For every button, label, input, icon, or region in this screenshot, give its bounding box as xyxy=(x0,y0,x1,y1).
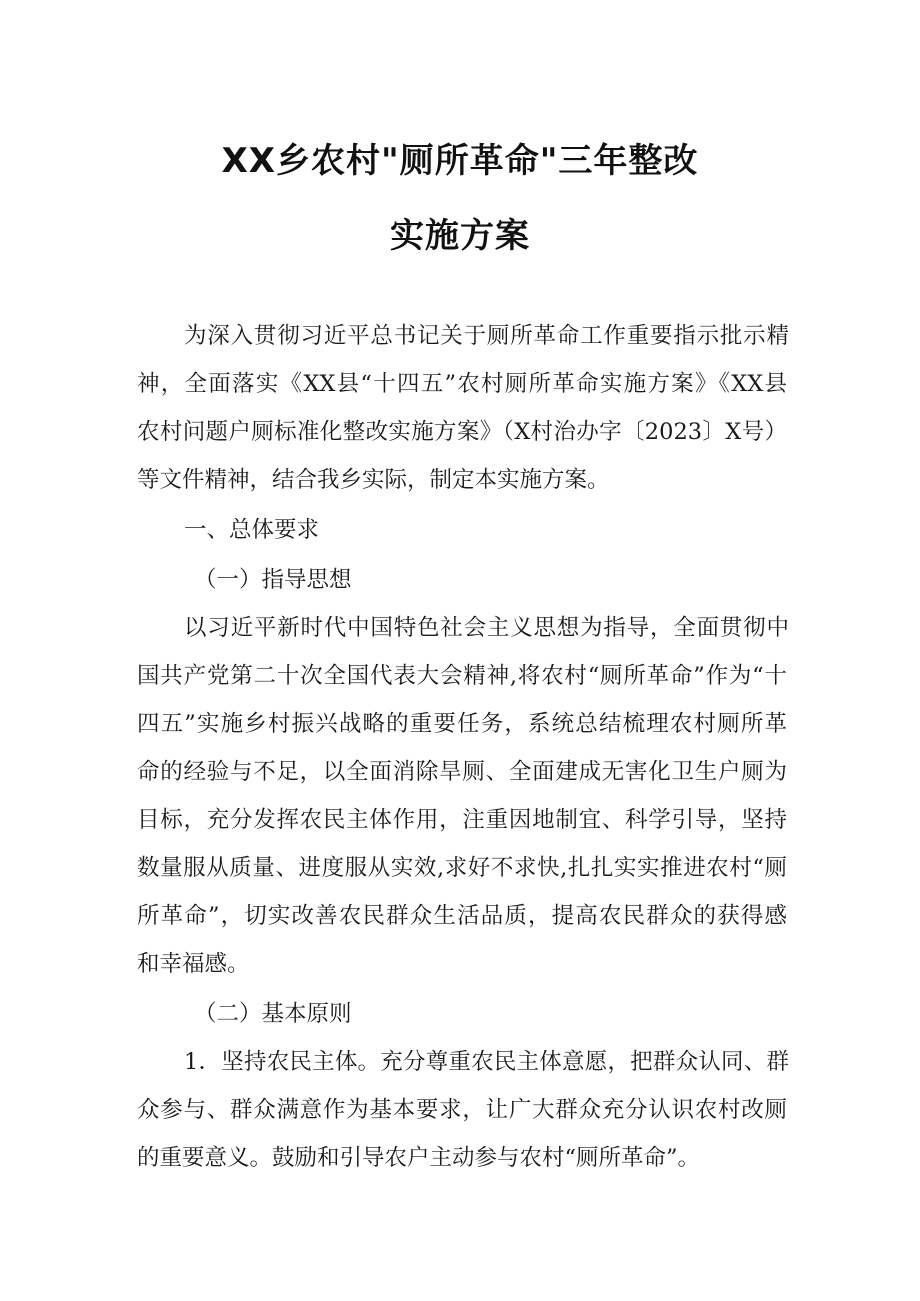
guiding-thought-line: 命的经验与不足，以全面消除旱厕、全面建成无害化卫生户厕为 xyxy=(137,759,787,785)
guiding-thought-line: 数量服从质量、进度服从实效,求好不求快,扎扎实实推进农村“厕 xyxy=(137,855,787,881)
principle-line: 的重要意义。鼓励和引导农户主动参与农村“厕所革命”。 xyxy=(137,1145,701,1171)
guiding-thought-line: 和幸福感。 xyxy=(137,951,250,977)
guiding-thought-line: 国共产党第二十次全国代表大会精神,将农村“厕所革命”作为“十 xyxy=(137,663,787,689)
intro-line: 为深入贯彻习近平总书记关于厕所革命工作重要指示批示精 xyxy=(184,323,789,349)
document-title-line-1: XX乡农村"厕所革命"三年整改 xyxy=(221,141,699,181)
section-heading: 一、总体要求 xyxy=(184,517,320,543)
intro-line: 等文件精神，结合我乡实际，制定本实施方案。 xyxy=(137,467,610,493)
principle-line: 1．坚持农民主体。充分尊重农民主体意愿，把群众认同、群 xyxy=(184,1049,789,1075)
guiding-thought-line: 目标，充分发挥农民主体作用，注重因地制宜、科学引导，坚持 xyxy=(137,807,787,833)
intro-line: 神，全面落实《XX县“十四五”农村厕所革命实施方案》《XX县 xyxy=(137,371,787,397)
guiding-thought-line: 以习近平新时代中国特色社会主义思想为指导，全面贯彻中 xyxy=(184,615,789,641)
subsection-heading: （二）基本原则 xyxy=(194,1001,352,1027)
guiding-thought-line: 四五”实施乡村振兴战略的重要任务，系统总结梳理农村厕所革 xyxy=(137,711,787,737)
subsection-heading: （一）指导思想 xyxy=(194,567,352,593)
guiding-thought-line: 所革命”，切实改善农民群众生活品质，提高农民群众的获得感 xyxy=(137,903,787,929)
intro-line: 农村问题户厕标准化整改实施方案》（X村治办字〔2023〕X号） xyxy=(137,419,787,445)
document-title-line-2: 实施方案 xyxy=(390,216,530,256)
principle-line: 众参与、群众满意作为基本要求，让广大群众充分认识农村改厕 xyxy=(137,1097,787,1123)
